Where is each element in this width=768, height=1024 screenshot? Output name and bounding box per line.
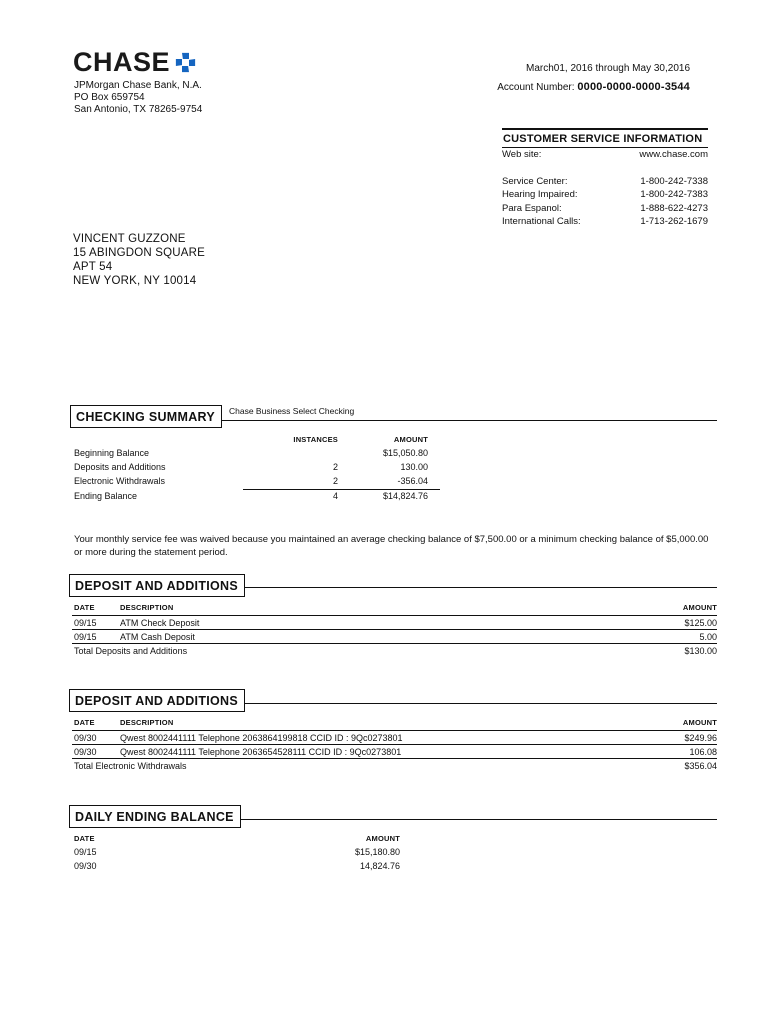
- statement-info: [470, 60, 690, 97]
- withdrawals-header-row: [72, 716, 717, 730]
- bank-address-line: San Antonio, TX 78265-9754: [74, 104, 203, 115]
- total-amount: $356.04: [684, 761, 717, 771]
- row-amount: 5.00: [699, 632, 717, 642]
- deposits-title: DEPOSIT AND ADDITIONS: [69, 574, 245, 597]
- chase-octagon-icon: [175, 52, 196, 73]
- col-date-header: DATE: [74, 834, 95, 843]
- total-label: Total Electronic Withdrawals: [74, 761, 187, 771]
- balance-amount: $15,180.80: [354, 847, 400, 857]
- chase-logo: [73, 47, 196, 78]
- total-label: Total Deposits and Additions: [74, 646, 188, 656]
- summary-amount: -356.04: [397, 476, 428, 486]
- contact-row: [502, 202, 708, 216]
- contact-label: Service Center:: [502, 175, 568, 187]
- customer-address-line: 15 ABINGDON SQUARE: [73, 247, 206, 259]
- contact-phone: 1-713-262-1679: [640, 216, 708, 227]
- row-date: 09/15: [74, 618, 97, 628]
- daily-balance-title: DAILY ENDING BALANCE: [69, 805, 241, 828]
- customer-service-title: CUSTOMER SERVICE INFORMATION: [502, 128, 708, 148]
- customer-service-info: [502, 128, 708, 229]
- col-description-header: DESCRIPTION: [120, 603, 174, 612]
- col-amount-header: AMOUNT: [365, 834, 400, 843]
- logo-text: CHASE: [73, 47, 171, 77]
- contact-phone: 1-800-242-7383: [640, 189, 708, 200]
- contact-phone: 1-800-242-7338: [640, 175, 708, 187]
- summary-label: Beginning Balance: [74, 448, 150, 458]
- summary-amount: $15,050.80: [382, 448, 428, 458]
- account-number-line: [470, 78, 690, 97]
- summary-instances: 4: [332, 491, 338, 501]
- contact-label: International Calls:: [502, 216, 581, 227]
- section-rule: [243, 587, 717, 588]
- row-description: ATM Cash Deposit: [120, 632, 195, 642]
- col-date-header: DATE: [74, 603, 95, 612]
- bank-address-line: JPMorgan Chase Bank, N.A.: [74, 80, 202, 91]
- col-amount-header: AMOUNT: [682, 603, 717, 612]
- contact-phone: 1-888-622-4273: [640, 202, 708, 214]
- row-description: ATM Check Deposit: [120, 618, 200, 628]
- col-date-header: DATE: [74, 718, 95, 727]
- account-number-label: Account Number:: [497, 82, 575, 93]
- website-link[interactable]: www.chase.com: [639, 149, 708, 160]
- summary-amount: $14,824.76: [382, 491, 428, 501]
- section-rule: [238, 819, 717, 820]
- withdrawals-title: DEPOSIT AND ADDITIONS: [69, 689, 245, 712]
- website-label: Web site:: [502, 149, 542, 160]
- balance-date: 09/30: [74, 861, 97, 871]
- summary-label: Electronic Withdrawals: [74, 476, 166, 486]
- contact-row: [502, 175, 708, 189]
- customer-address-line: NEW YORK, NY 10014: [73, 275, 197, 287]
- row-date: 09/15: [74, 632, 97, 642]
- bank-address: [74, 80, 202, 116]
- row-date: 09/30: [74, 747, 97, 757]
- summary-label: Deposits and Additions: [74, 462, 166, 472]
- balance-amount: 14,824.76: [359, 861, 400, 871]
- service-fee-note: Your monthly service fee was waived because you maintained an average checking balance of $7,500.00 or a minimum checking balance of $5,000.00 or more during the statement period.: [74, 534, 709, 558]
- section-rule: [243, 703, 717, 704]
- summary-instances: 2: [332, 476, 338, 486]
- summary-instances: 2: [332, 462, 338, 472]
- bank-address-line: PO Box 659754: [74, 92, 145, 103]
- customer-address-line: VINCENT GUZZONE: [73, 233, 186, 245]
- row-description: Qwest 8002441111 Telephone 2063864199818 CCID ID : 9Qc0273801: [120, 733, 403, 743]
- total-row: [72, 643, 717, 658]
- customer-address: [73, 232, 205, 288]
- contact-label: Para Espanol:: [502, 202, 562, 214]
- row-description: Qwest 8002441111 Telephone 2063654528111 CCID ID : 9Qc0273801: [120, 747, 402, 757]
- summary-amount: 130.00: [400, 462, 428, 472]
- section-rule: [222, 420, 717, 421]
- checking-summary-title: CHECKING SUMMARY: [70, 405, 222, 428]
- contact-row: [502, 188, 708, 202]
- account-number: 0000-0000-0000-3544: [577, 81, 690, 93]
- statement-period: March01, 2016 through May 30,2016: [526, 63, 690, 74]
- summary-label: Ending Balance: [74, 491, 138, 501]
- table-row: [72, 730, 717, 745]
- col-description-header: DESCRIPTION: [120, 718, 174, 727]
- product-name: Chase Business Select Checking: [229, 406, 355, 416]
- col-amount-header: AMOUNT: [682, 718, 717, 727]
- col-amount-header: AMOUNT: [393, 435, 428, 444]
- table-row: [72, 615, 717, 630]
- table-row: [72, 629, 717, 644]
- row-date: 09/30: [74, 733, 97, 743]
- row-amount: 106.08: [689, 747, 717, 757]
- table-row: [72, 744, 717, 759]
- contact-row: [502, 215, 708, 229]
- col-instances-header: INSTANCES: [293, 435, 338, 444]
- website-row: [502, 148, 708, 162]
- customer-address-line: APT 54: [73, 261, 113, 273]
- summary-total-rule: [243, 489, 440, 490]
- balance-date: 09/15: [74, 847, 97, 857]
- row-amount: $249.96: [684, 733, 717, 743]
- deposits-header-row: [72, 601, 717, 615]
- total-row: [72, 758, 717, 773]
- row-amount: $125.00: [684, 618, 717, 628]
- total-amount: $130.00: [684, 646, 717, 656]
- contact-label: Hearing Impaired:: [502, 189, 578, 200]
